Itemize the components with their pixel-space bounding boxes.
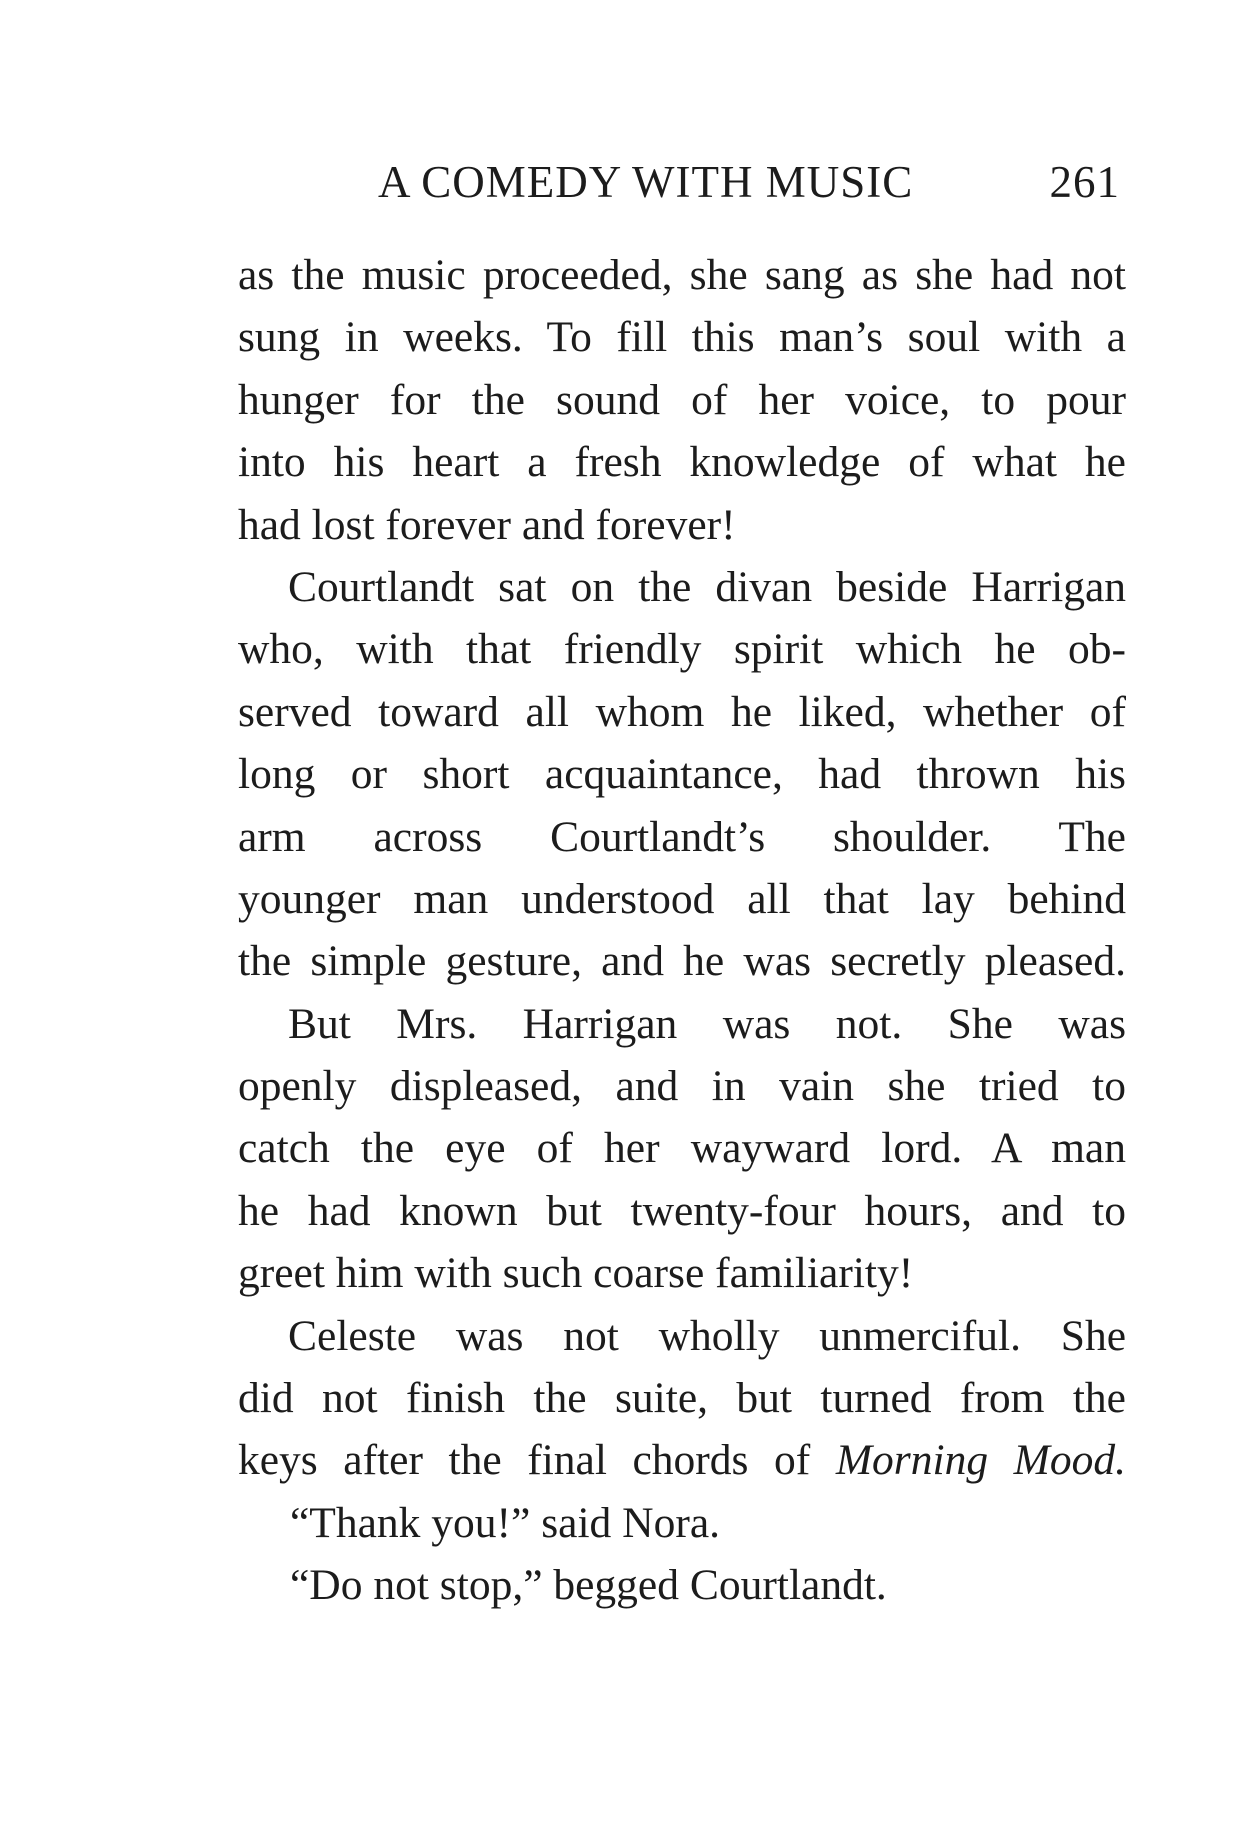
text-line: hunger for the sound of her voice, to pour [238,375,1126,424]
text-line [238,1429,1126,1491]
text-line: he had known but twenty-four hours, and to [238,1186,1126,1235]
paragraph [238,1305,1126,1492]
text-line: as the music proceeded, she sang as she had not [238,251,1126,299]
dialogue-line: “Thank you!” said Nora. [290,1498,721,1547]
text-line: greet him with such coarse familiarity! [238,1249,914,1298]
paragraph [238,244,1126,556]
text-line: younger man understood all that lay behind [238,874,1126,923]
paragraph [238,993,1126,1305]
page-number: 261 [1049,157,1120,207]
paragraph [238,1554,1126,1616]
dialogue-line: “Do not stop,” begged Courtlandt. [290,1561,887,1610]
text-line: Celeste was not wholly unmerciful. She [288,1311,1126,1360]
text-line: the simple gesture, and he was secretly pleased. [238,937,1126,986]
body-text [238,244,1126,1617]
text-line: into his heart a fresh knowledge of what he [238,438,1126,487]
text-line: openly displeased, and in vain she tried to [238,1062,1126,1111]
italic-title: Morning Mood. [835,1436,1126,1485]
text-line-start: keys after the final chords of [238,1436,836,1485]
text-line: did not finish the suite, but turned from the [238,1374,1126,1423]
text-line: who, with that friendly spirit which he ob- [238,625,1126,674]
running-head [378,152,1120,212]
text-line: catch the eye of her wayward lord. A man [238,1124,1126,1173]
text-line: arm across Courtlandt’s shoulder. The [238,812,1126,861]
text-line: sung in weeks. To fill this man’s soul with a [238,313,1126,362]
text-line: long or short acquaintance, had thrown his [238,750,1126,799]
text-line: had lost forever and forever! [238,500,736,549]
paragraph [238,1492,1126,1554]
text-line: Courtlandt sat on the divan beside Harrigan [288,562,1126,611]
running-title: A COMEDY WITH MUSIC [378,157,914,207]
text-line: But Mrs. Harrigan was not. She was [288,999,1126,1048]
text-line: served toward all whom he liked, whether of [238,687,1126,736]
paragraph [238,556,1126,993]
